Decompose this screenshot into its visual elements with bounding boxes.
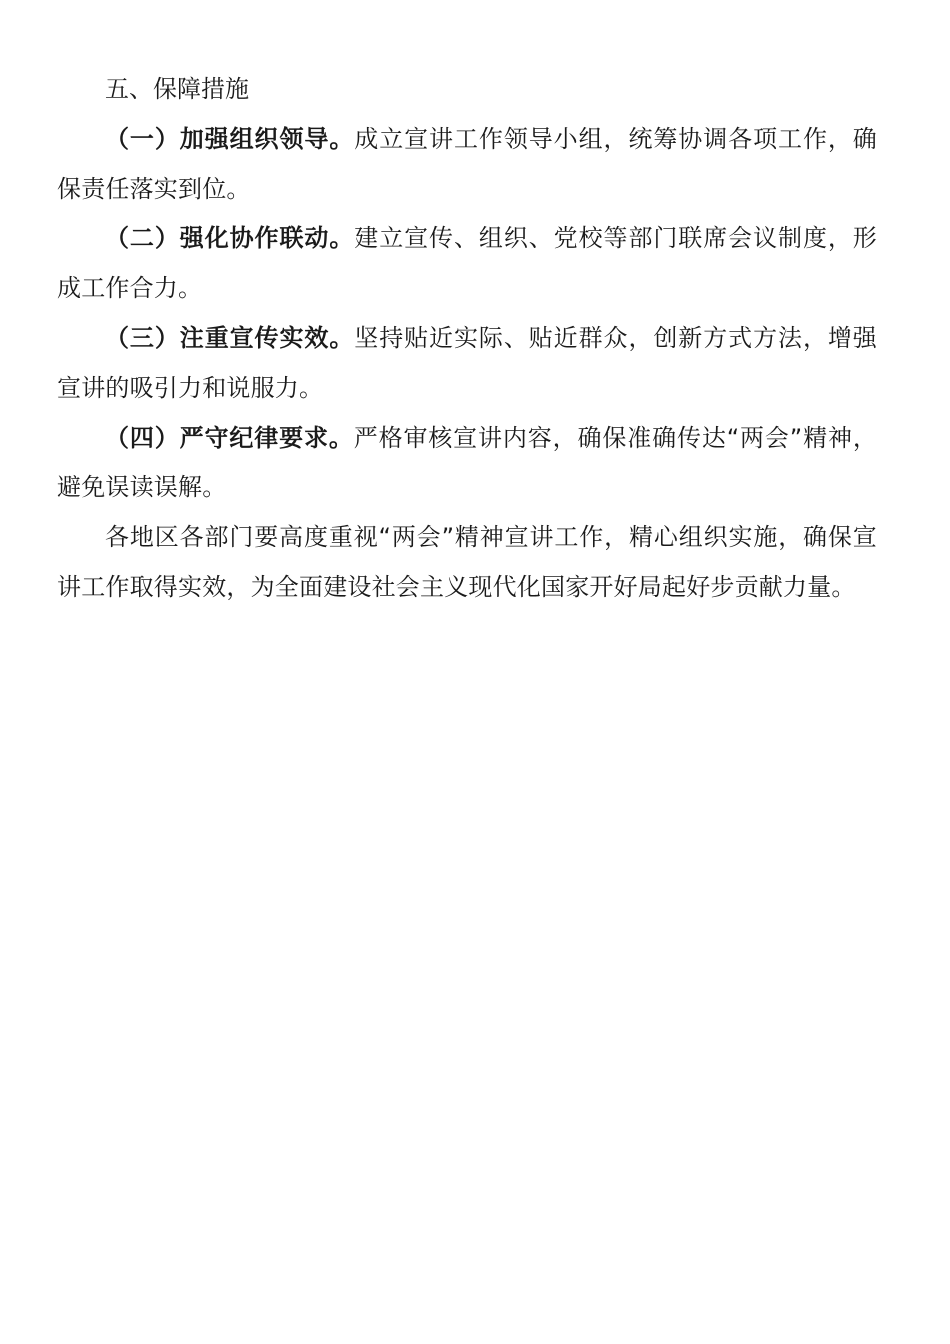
section-heading: 五、保障措施 [105, 75, 249, 103]
measure-item-1 [57, 115, 877, 215]
measure-item-4 [57, 414, 877, 514]
measure-item-2 [57, 214, 877, 314]
measure-item-2-lead: （二）强化协作联动。 [105, 224, 355, 253]
measure-item-1-lead: （一）加强组织领导。 [105, 124, 355, 153]
measure-item-4-body: 严格审核宣讲内容，确保准确传达“两会”精神，避免误读误解。 [57, 423, 878, 502]
measure-item-3-body: 坚持贴近实际、贴近群众，创新方式方法，增强宣讲的吸引力和说服力。 [57, 323, 877, 402]
measure-item-3 [57, 314, 877, 414]
closing-paragraph: 各地区各部门要高度重视“两会”精神宣讲工作，精心组织实施，确保宣讲工作取得实效，为全面建设社会主义现代化国家开好局起好步贡献力量。 [57, 523, 877, 601]
measure-item-1-body: 成立宣讲工作领导小组，统筹协调各项工作，确保责任落实到位。 [57, 124, 877, 203]
measure-item-4-lead: （四）严守纪律要求。 [105, 423, 354, 452]
document-page [57, 65, 877, 613]
measure-item-2-body: 建立宣传、组织、党校等部门联席会议制度，形成工作合力。 [57, 224, 877, 303]
measure-item-3-lead: （三）注重宣传实效。 [105, 323, 355, 352]
